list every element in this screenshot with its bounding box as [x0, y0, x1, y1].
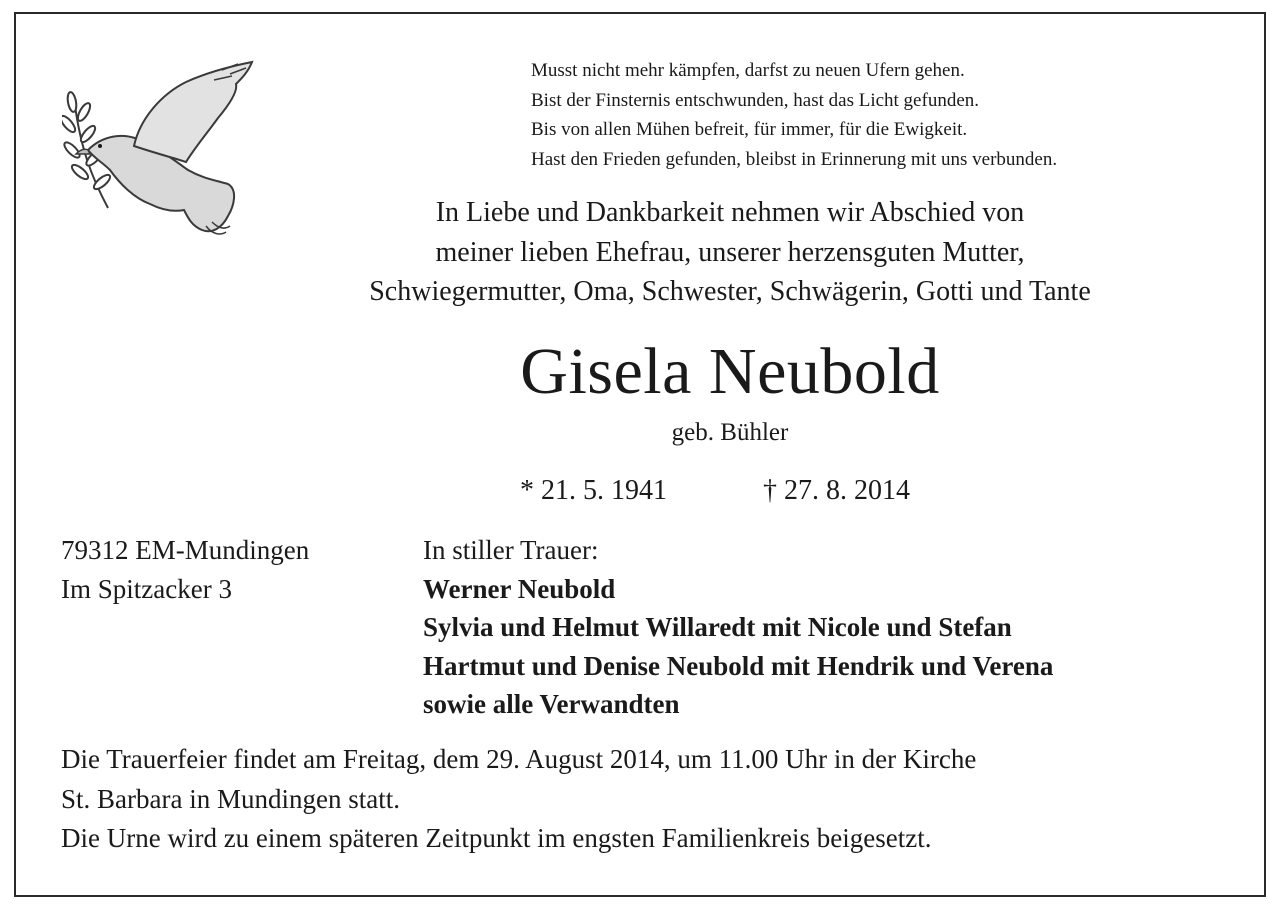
mourners-heading: In stiller Trauer:: [423, 535, 599, 565]
mourner-name: Sylvia und Helmut Willaredt mit Nicole und Stefan: [423, 612, 1012, 642]
funeral-service-info: [61, 740, 1231, 859]
intro-line: Schwiegermutter, Oma, Schwester, Schwägerin, Gotti und Tante: [369, 276, 1091, 307]
poem-line: Musst nicht mehr kämpfen, darfst zu neuen Ufern gehen.: [531, 60, 965, 81]
deceased-name: Gisela Neubold: [520, 335, 940, 408]
poem-line: Hast den Frieden gefunden, bleibst in Erinnerung mit uns verbunden.: [531, 148, 1058, 170]
address-line: 79312 EM-Mundingen: [61, 535, 310, 565]
mourners-list: [423, 531, 1243, 724]
farewell-intro: [230, 193, 1230, 312]
service-line: Die Urne wird zu einem späteren Zeitpunkt im engsten Familienkreis beigesetzt.: [61, 823, 932, 853]
life-dates: [520, 471, 960, 511]
address-line: Im Spitzacker 3: [61, 573, 232, 604]
intro-line: meiner lieben Ehefrau, unserer herzensguten Mutter,: [435, 236, 1025, 268]
family-address: [61, 531, 401, 608]
poem: [531, 56, 1251, 174]
intro-line: In Liebe und Dankbarkeit nehmen wir Abschied von: [435, 197, 1025, 228]
poem-line: Bis von allen Mühen befreit, für immer, für die Ewigkeit.: [531, 119, 968, 140]
maiden-name: geb. Bühler: [671, 419, 789, 446]
mourner-name: Hartmut und Denise Neubold mit Hendrik und Verena: [423, 650, 1054, 681]
death-date: † 27. 8. 2014: [763, 475, 910, 506]
service-line: Die Trauerfeier findet am Freitag, dem 29. August 2014, um 11.00 Uhr in der Kirche: [61, 744, 977, 774]
service-line: St. Barbara in Mundingen statt.: [61, 783, 400, 814]
poem-line: Bist der Finsternis entschwunden, hast das Licht gefunden.: [531, 89, 980, 111]
mourner-name: sowie alle Verwandten: [423, 689, 680, 719]
birth-date: * 21. 5. 1941: [520, 475, 667, 506]
mourner-name: Werner Neubold: [423, 573, 616, 604]
